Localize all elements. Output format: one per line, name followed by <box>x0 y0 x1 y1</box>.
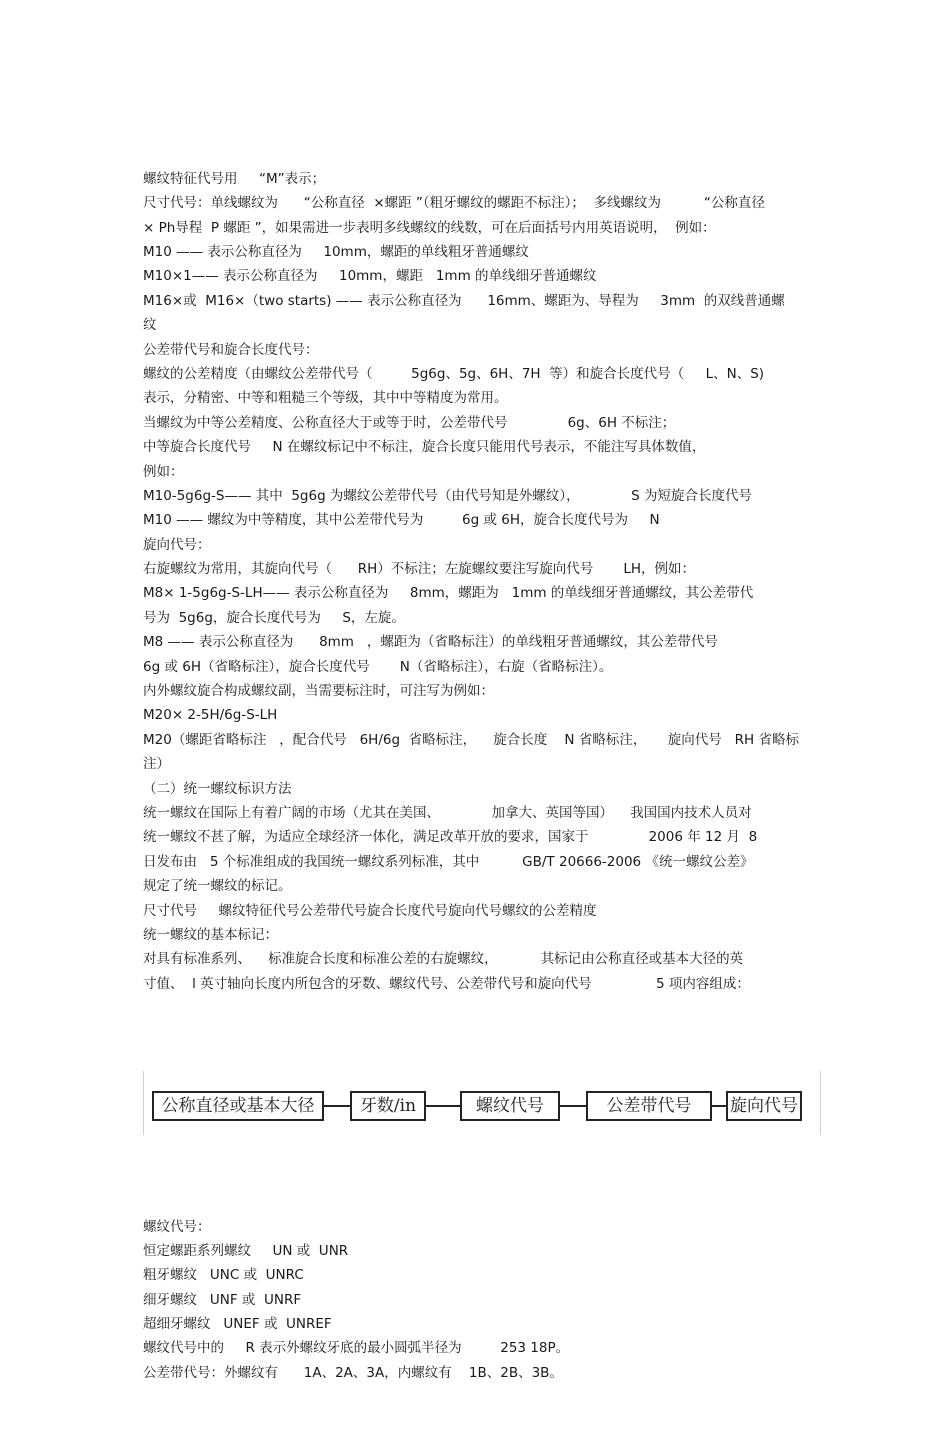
text-line: 超细牙螺纹 UNEF 或 UNREF <box>143 1316 332 1333</box>
text-line: 旋向代号： <box>143 536 211 553</box>
text-line: 日发布由 5 个标准组成的我国统一螺纹系列标准，其中 GB/T 20666-2006 《统一螺纹公差》 <box>143 853 754 870</box>
text-line: 统一螺纹的基本标记： <box>143 926 278 943</box>
text-line: 粗牙螺纹 UNC 或 UNRC <box>143 1267 304 1284</box>
diagram-box-tolerance-code: 公差带代号 <box>586 1091 712 1121</box>
text-line: 当螺纹为中等公差精度、公称直径大于或等于时，公差带代号 6g、6H 不标注； <box>143 414 676 431</box>
diagram-connector <box>426 1105 460 1107</box>
text-line: 寸值、 l 英寸轴向长度内所包含的牙数、螺纹代号、公差带代号和旋向代号 5 项内容组成： <box>143 975 750 992</box>
text-line: M10-5g6g-S—— 其中 5g6g 为螺纹公差带代号（由代号知是外螺纹）， S 为短旋合长度代号 <box>143 487 753 504</box>
text-line: 螺纹的公差精度（由螺纹公差带代号（ 5g6g、5g、6H、7H 等）和旋合长度代号（ L、N、S) <box>143 365 765 382</box>
text-line: 统一螺纹在国际上有着广阔的市场（尤其在美国、 加拿大、英国等国） 我国国内技术人员对 <box>143 804 752 821</box>
diagram-box-direction-code: 旋向代号 <box>726 1091 802 1121</box>
text-line: × Ph导程 P 螺距 ”，如果需进一步表明多线螺纹的线数，可在后面括号内用英语说明， 例如： <box>143 219 716 236</box>
text-line: 6g 或 6H（省略标注），旋合长度代号 N（省略标注），右旋（省略标注）。 <box>143 658 613 675</box>
text-line: 尺寸代号：单线螺纹为 “公称直径 ×螺距 ”（粗牙螺纹的螺距不标注）； 多线螺纹为 “公称直径 <box>143 195 765 212</box>
text-line: 注） <box>143 756 170 773</box>
text-line: 纹 <box>143 317 157 334</box>
diagram-connector <box>324 1105 350 1107</box>
text-line: 恒定螺距系列螺纹 UN 或 UNR <box>143 1242 349 1259</box>
text-line: M20（螺距省略标注 ，配合代号 6H/6g 省略标注， 旋合长度 N 省略标注， 旋向代号 RH 省略标 <box>143 731 799 748</box>
diagram-connector <box>712 1105 726 1107</box>
text-line: 统一螺纹不甚了解，为适应全球经济一体化，满足改革开放的要求，国家于 2006 年 12 月 8 <box>143 829 758 846</box>
text-line: 对具有标准系列、 标准旋合长度和标准公差的右旋螺纹， 其标记由公称直径或基本大径的英 <box>143 951 744 968</box>
text-line: （二）统一螺纹标识方法 <box>143 780 292 797</box>
text-line: M10 —— 表示公称直径为 10mm，螺距的单线粗牙普通螺纹 <box>143 243 529 260</box>
text-line: 中等旋合长度代号 N 在螺纹标记中不标注，旋合长度只能用代号表示，不能注写具体数值， <box>143 439 706 456</box>
text-block-lower <box>143 1215 823 1386</box>
text-block-upper <box>143 167 823 996</box>
text-line: 尺寸代号 螺纹特征代号公差带代号旋合长度代号旋向代号螺纹的公差精度 <box>143 902 597 919</box>
text-line: M20× 2-5H/6g-S-LH <box>143 707 278 724</box>
text-line: 螺纹代号中的 R 表示外螺纹牙底的最小圆弧半径为 253 18P。 <box>143 1340 570 1357</box>
text-line: 例如： <box>143 463 184 480</box>
diagram-box-threads-per-inch: 牙数/in <box>350 1091 426 1121</box>
text-line: 表示，分精密、中等和粗糙三个等级，其中中等精度为常用。 <box>143 390 508 407</box>
text-line: 公差带代号：外螺纹有 1A、2A、3A，内螺纹有 1B、2B、3B。 <box>143 1364 563 1381</box>
diagram-box-thread-code: 螺纹代号 <box>460 1091 560 1121</box>
text-line: M10 —— 螺纹为中等精度，其中公差带代号为 6g 或 6H，旋合长度代号为 N <box>143 512 660 529</box>
thread-marking-diagram <box>143 1071 821 1135</box>
text-line: 螺纹特征代号用 “M”表示； <box>143 170 326 187</box>
text-line: M16×或 M16×（two starts) —— 表示公称直径为 16mm、螺距为、导程为 3mm 的双线普通螺 <box>143 292 785 309</box>
text-line: 螺纹代号： <box>143 1218 211 1235</box>
text-line: 右旋螺纹为常用，其旋向代号（ RH）不标注；左旋螺纹要注写旋向代号 LH，例如： <box>143 561 695 578</box>
text-line: 内外螺纹旋合构成螺纹副，当需要标注时，可注写为例如： <box>143 683 494 700</box>
text-line: 规定了统一螺纹的标记。 <box>143 878 292 895</box>
text-line: 公差带代号和旋合长度代号： <box>143 341 319 358</box>
document-body <box>143 118 823 1434</box>
text-line: 号为 5g6g，旋合长度代号为 S，左旋。 <box>143 609 405 626</box>
text-line: M8 —— 表示公称直径为 8mm ，螺距为（省略标注）的单线粗牙普通螺纹，其公差带代号 <box>143 634 718 651</box>
diagram-connector <box>560 1105 586 1107</box>
text-line: M10×1—— 表示公称直径为 10mm，螺距 1mm 的单线细牙普通螺纹 <box>143 268 597 285</box>
diagram-box-nominal-diameter: 公称直径或基本大径 <box>152 1091 324 1121</box>
text-line: 细牙螺纹 UNF 或 UNRF <box>143 1291 302 1308</box>
text-line: M8× 1-5g6g-S-LH—— 表示公称直径为 8mm，螺距为 1mm 的单线细牙普通螺纹，其公差带代 <box>143 585 754 602</box>
